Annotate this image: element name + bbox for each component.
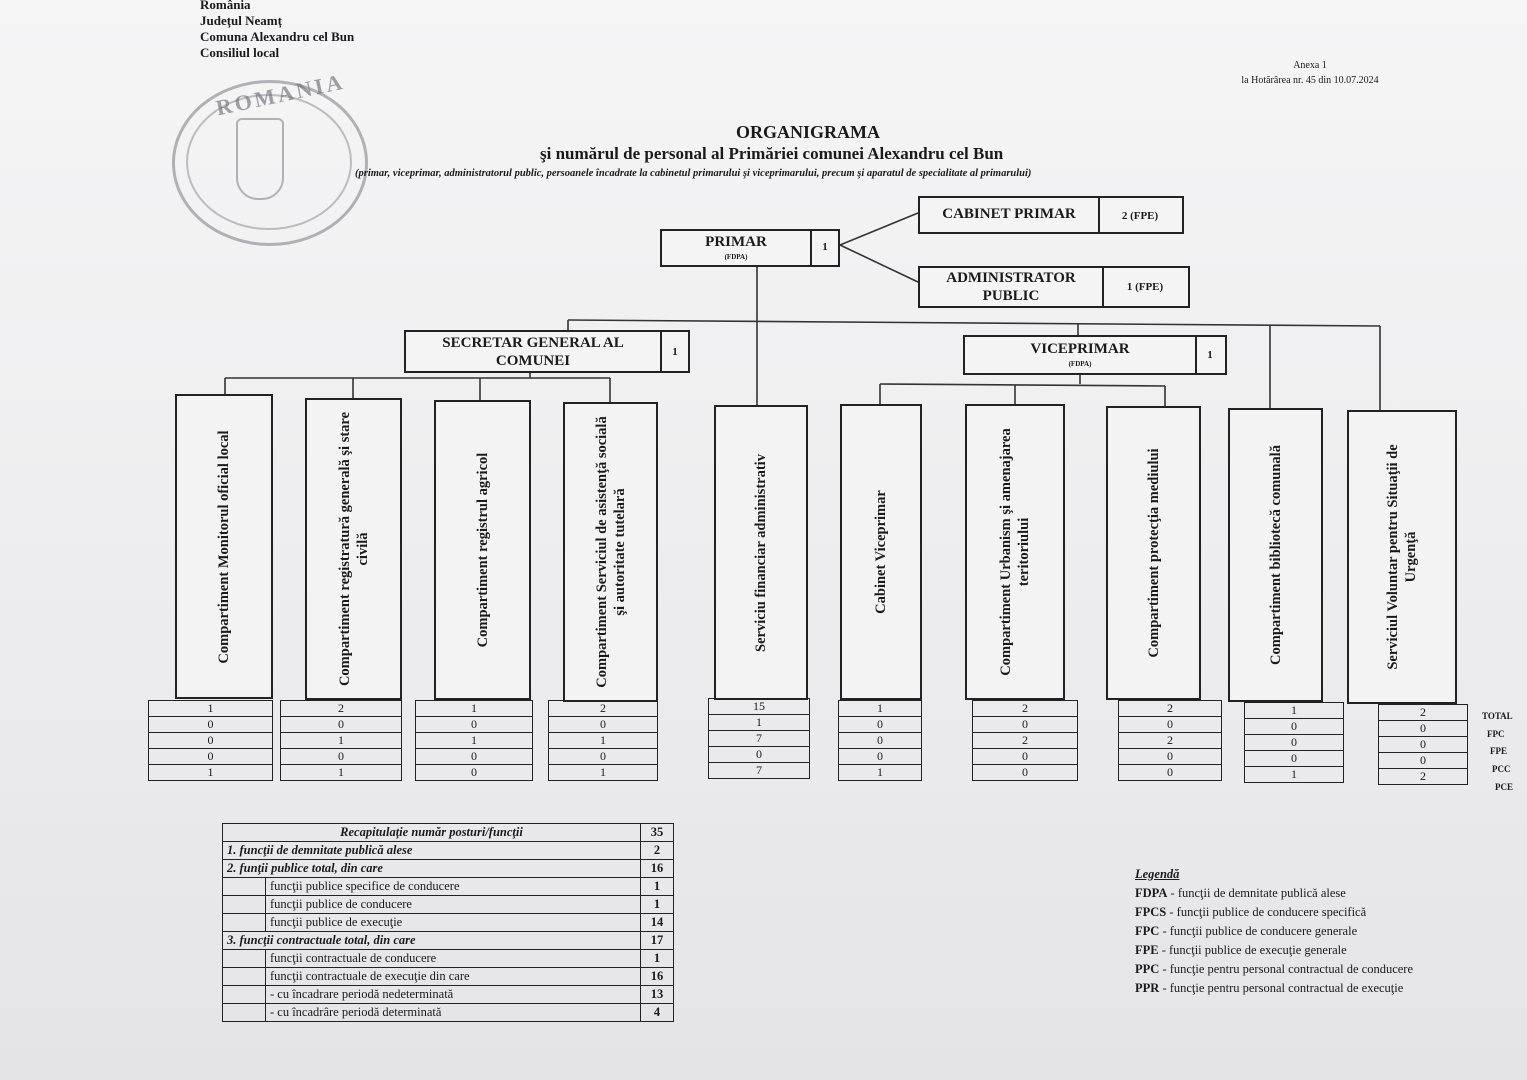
number-row xyxy=(973,749,1078,765)
number-row xyxy=(281,733,402,749)
legend-item xyxy=(1135,960,1413,979)
number-cell: 1 xyxy=(281,733,402,749)
recap-value: 13 xyxy=(641,986,674,1004)
number-row xyxy=(416,717,533,733)
recap-table xyxy=(222,823,674,1022)
administrator-label xyxy=(920,269,1102,305)
recap-label: - cu încadrare periodă nedeterminată xyxy=(266,986,641,1004)
number-row xyxy=(416,701,533,717)
department-box xyxy=(965,404,1065,700)
recap-row xyxy=(223,860,674,878)
number-cell: 0 xyxy=(416,717,533,733)
recap-value: 2 xyxy=(641,842,674,860)
header-council: Consiliul local xyxy=(200,45,280,60)
legend-code: FPC xyxy=(1135,924,1160,938)
recap-label: 2. funţii publice total, din care xyxy=(223,860,641,878)
number-row xyxy=(709,763,810,779)
recap-row xyxy=(223,1004,674,1022)
number-cell: 0 xyxy=(1119,749,1222,765)
recap-value: 14 xyxy=(641,914,674,932)
department-name: Compartiment Monitorul oficial local xyxy=(216,429,232,664)
department-number-table xyxy=(708,698,810,779)
stamp-text: ROMANIA xyxy=(213,68,348,121)
number-cell: 1 xyxy=(549,765,658,781)
number-cell: 2 xyxy=(973,701,1078,717)
department-box xyxy=(305,398,402,700)
number-row xyxy=(1245,719,1344,735)
secretar-count: 1 xyxy=(672,346,678,358)
number-cell: 0 xyxy=(1245,735,1344,751)
number-row xyxy=(709,699,810,715)
number-cell: 2 xyxy=(1379,769,1468,785)
number-row xyxy=(1119,733,1222,749)
recap-indent-cell xyxy=(223,950,266,968)
administrator-box xyxy=(918,266,1190,308)
legend-item xyxy=(1135,941,1413,960)
number-row xyxy=(149,717,273,733)
department-name: Compartiment Serviciul de asistenţă socială şi autoritate tutelară xyxy=(593,416,628,688)
legend-text: - funcţii de demnitate publică alese xyxy=(1167,886,1346,900)
department-name: Compartiment protecţia mediului xyxy=(1145,448,1162,658)
recap-row xyxy=(223,914,674,932)
recap-value: 16 xyxy=(641,968,674,986)
number-cell: 0 xyxy=(1119,717,1222,733)
primar-tag: (FDPA) xyxy=(724,253,748,261)
number-row xyxy=(149,701,273,717)
legend-code: FPCS xyxy=(1135,905,1167,919)
recap-label: funcţii contractuale de execuţie din care xyxy=(266,968,641,986)
number-cell: 1 xyxy=(1245,767,1344,783)
administrator-label-line1: ADMINISTRATOR xyxy=(946,270,1076,286)
number-row xyxy=(281,749,402,765)
legend-text: - funcţie pentru personal contractual de execuţie xyxy=(1159,981,1404,995)
legend-text: - funcţii publice de conducere generale xyxy=(1159,924,1358,938)
department-name: Compartiment Urbanism şi amenajarea teritoriului xyxy=(998,428,1032,676)
department-number-table xyxy=(280,700,402,781)
number-cell: 0 xyxy=(149,749,273,765)
number-cell: 1 xyxy=(416,701,533,717)
number-row xyxy=(549,717,658,733)
cabinet-primar-label: CABINET PRIMAR xyxy=(942,206,1076,222)
viceprimar-count: 1 xyxy=(1207,349,1213,361)
recap-value: 1 xyxy=(641,878,674,896)
department-name: Cabinet Viceprimar xyxy=(873,490,889,614)
number-row xyxy=(709,731,810,747)
number-cell: 0 xyxy=(1379,753,1468,769)
number-cell: 0 xyxy=(839,733,922,749)
department-name: Compartiment bibliotecă comunală xyxy=(1267,445,1284,665)
recap-indent-cell xyxy=(223,914,266,932)
secretar-label-line2: COMUNEI xyxy=(495,353,571,369)
legend-code: PPR xyxy=(1135,981,1160,995)
legend-code: FDPA xyxy=(1135,886,1168,900)
secretar-box xyxy=(404,330,690,373)
department-box xyxy=(1228,408,1323,702)
number-cell: 1 xyxy=(839,701,922,717)
recap-indent-cell xyxy=(223,968,266,986)
number-row xyxy=(416,765,533,781)
number-cell: 0 xyxy=(839,749,922,765)
number-cell: 0 xyxy=(839,717,922,733)
number-row xyxy=(973,733,1078,749)
recap-label: - cu încadrâre periodă determinată xyxy=(266,1004,641,1022)
recap-value: 17 xyxy=(641,932,674,950)
recap-value: 16 xyxy=(641,860,674,878)
recap-row xyxy=(223,950,674,968)
number-cell: 2 xyxy=(973,733,1078,749)
number-row xyxy=(149,733,273,749)
recap-row xyxy=(223,932,674,950)
department-number-table xyxy=(972,700,1078,781)
number-row xyxy=(1245,751,1344,767)
number-cell: 0 xyxy=(416,765,533,781)
administrator-count: 1 (FPE) xyxy=(1126,281,1164,293)
number-cell: 0 xyxy=(1119,765,1222,781)
number-row xyxy=(839,717,922,733)
number-row xyxy=(1379,753,1468,769)
department-box xyxy=(840,404,922,700)
legend-items xyxy=(1135,884,1413,998)
number-row xyxy=(839,701,922,717)
department-number-table xyxy=(1244,702,1344,783)
number-row xyxy=(839,765,922,781)
recap-value: 1 xyxy=(641,896,674,914)
number-cell: 1 xyxy=(281,765,402,781)
number-cell: 0 xyxy=(149,733,273,749)
number-row xyxy=(281,717,402,733)
number-cell: 0 xyxy=(416,749,533,765)
annex-number: Anexa 1 xyxy=(1293,60,1327,71)
number-row xyxy=(1119,765,1222,781)
number-row xyxy=(1119,701,1222,717)
number-cell: 1 xyxy=(149,701,273,717)
number-row xyxy=(281,701,402,717)
number-cell: 1 xyxy=(839,765,922,781)
department-number-table xyxy=(148,700,273,781)
secretar-label-line1: SECRETAR GENERAL AL xyxy=(442,335,624,351)
number-cell: 0 xyxy=(1379,737,1468,753)
number-row xyxy=(416,749,533,765)
number-cell: 0 xyxy=(549,717,658,733)
header-left xyxy=(200,0,354,61)
number-cell: 2 xyxy=(1119,701,1222,717)
number-row xyxy=(709,715,810,731)
recap-row xyxy=(223,986,674,1004)
number-row xyxy=(839,733,922,749)
number-row xyxy=(1119,749,1222,765)
recap-label: 1. funcţii de demnitate publică alese xyxy=(223,842,641,860)
number-cell: 1 xyxy=(416,733,533,749)
recap-indent-cell xyxy=(223,1004,266,1022)
number-cell: 7 xyxy=(709,763,810,779)
number-row xyxy=(1379,737,1468,753)
recap-label: funcţii publice de execuţie xyxy=(266,914,641,932)
coat-of-arms-icon xyxy=(236,118,284,200)
legend-item xyxy=(1135,884,1413,903)
page-subtitle: şi numărul de personal al Primăriei comunei Alexandru cel Bun xyxy=(540,144,1004,163)
department-number-table xyxy=(1378,704,1468,785)
recap-label: funcţii publice specifice de conducere xyxy=(266,878,641,896)
cabinet-primar-box xyxy=(918,196,1184,234)
number-row xyxy=(549,765,658,781)
number-row xyxy=(839,749,922,765)
number-row xyxy=(549,701,658,717)
legend-item xyxy=(1135,903,1413,922)
recap-row xyxy=(223,968,674,986)
number-cell: 1 xyxy=(1245,703,1344,719)
department-name: Compartiment registrul agricol xyxy=(474,452,491,648)
number-row xyxy=(1379,721,1468,737)
number-row xyxy=(1379,705,1468,721)
number-row xyxy=(973,717,1078,733)
number-cell: 0 xyxy=(973,765,1078,781)
viceprimar-box xyxy=(963,335,1227,375)
legend xyxy=(1135,865,1413,998)
department-box xyxy=(434,400,531,700)
recap-label: funcţii contractuale de conducere xyxy=(266,950,641,968)
number-cell: 2 xyxy=(1119,733,1222,749)
department-box xyxy=(563,402,658,702)
annex-note xyxy=(1215,58,1405,88)
number-row xyxy=(549,733,658,749)
department-box xyxy=(714,405,808,700)
legend-item xyxy=(1135,979,1413,998)
number-cell: 0 xyxy=(1379,721,1468,737)
row-label: FPC xyxy=(1487,729,1505,739)
recap-value: 35 xyxy=(641,824,674,842)
number-row xyxy=(281,765,402,781)
recap-indent-cell xyxy=(223,986,266,1004)
row-label: TOTAL xyxy=(1482,711,1513,721)
number-row xyxy=(1245,767,1344,783)
recap-row xyxy=(223,878,674,896)
number-cell: 2 xyxy=(549,701,658,717)
recap-label: Recapitulaţie număr posturi/funcţii xyxy=(223,824,641,842)
number-cell: 2 xyxy=(281,701,402,717)
row-label: PCC xyxy=(1492,764,1511,774)
department-number-table xyxy=(1118,700,1222,781)
number-row xyxy=(1119,717,1222,733)
number-cell: 1 xyxy=(149,765,273,781)
legend-title: Legendă xyxy=(1135,867,1180,881)
number-cell: 1 xyxy=(549,733,658,749)
viceprimar-tag: (FDPA) xyxy=(1068,360,1092,368)
header-county: Județul Neamț xyxy=(200,13,282,28)
number-row xyxy=(973,701,1078,717)
page-title: ORGANIGRAMA xyxy=(736,122,880,142)
row-label: PCE xyxy=(1495,782,1513,792)
secretar-label xyxy=(406,334,660,370)
legend-item xyxy=(1135,922,1413,941)
number-cell: 2 xyxy=(1379,705,1468,721)
department-box xyxy=(1106,406,1201,700)
recap-row xyxy=(223,896,674,914)
number-row xyxy=(1245,735,1344,751)
recap-label: funcţii publice de conducere xyxy=(266,896,641,914)
cabinet-primar-count: 2 (FPE) xyxy=(1121,210,1159,222)
number-cell: 0 xyxy=(281,717,402,733)
recap-indent-cell xyxy=(223,896,266,914)
number-cell: 0 xyxy=(1245,719,1344,735)
number-cell: 15 xyxy=(709,699,810,715)
header-country: România xyxy=(200,0,251,12)
number-cell: 1 xyxy=(709,715,810,731)
department-box xyxy=(1347,410,1457,704)
annex-decision: la Hotărârea nr. 45 din 10.07.2024 xyxy=(1241,75,1379,86)
recap-indent-cell xyxy=(223,878,266,896)
recap-row xyxy=(223,842,674,860)
administrator-label-line2: PUBLIC xyxy=(982,288,1040,304)
number-row xyxy=(709,747,810,763)
primar-label: PRIMAR xyxy=(705,234,767,250)
department-box xyxy=(175,394,273,699)
legend-text: - funcţii publice de execuţie generale xyxy=(1158,943,1347,957)
number-row xyxy=(1379,769,1468,785)
number-row xyxy=(973,765,1078,781)
number-row xyxy=(1245,703,1344,719)
legend-code: PPC xyxy=(1135,962,1160,976)
number-row xyxy=(149,749,273,765)
department-name: Serviciu financiar administrativ xyxy=(753,453,769,652)
number-cell: 0 xyxy=(709,747,810,763)
primar-box xyxy=(660,229,840,267)
legend-text: - funcţii publice de conducere specifică xyxy=(1166,905,1367,919)
number-cell: 7 xyxy=(709,731,810,747)
recap-row xyxy=(223,824,674,842)
number-cell: 0 xyxy=(549,749,658,765)
department-number-table xyxy=(838,700,922,781)
number-row xyxy=(416,733,533,749)
number-cell: 0 xyxy=(1245,751,1344,767)
department-number-table xyxy=(548,700,658,781)
number-row xyxy=(149,765,273,781)
subtitle-note: (primar, viceprimar, administratorul public, persoanele încadrate la cabinetul primarului şi viceprimarului, precum şi aparatul de specialitate al primarului) xyxy=(355,168,1032,179)
row-label: FPE xyxy=(1490,746,1507,756)
recap-value: 4 xyxy=(641,1004,674,1022)
recap-label: 3. funcţii contractuale total, din care xyxy=(223,932,641,950)
primar-count: 1 xyxy=(822,241,828,253)
legend-code: FPE xyxy=(1135,943,1159,957)
number-row xyxy=(549,749,658,765)
number-cell: 0 xyxy=(973,749,1078,765)
number-cell: 0 xyxy=(973,717,1078,733)
viceprimar-label: VICEPRIMAR xyxy=(1030,341,1130,357)
legend-text: - funcţie pentru personal contractual de conducere xyxy=(1159,962,1414,976)
department-name: Compartiment registratură generală şi stare civilă xyxy=(336,411,371,687)
number-cell: 0 xyxy=(149,717,273,733)
department-name: Serviciul Voluntar pentru Situaţii de Urgenţă xyxy=(1385,444,1419,670)
recap-value: 1 xyxy=(641,950,674,968)
number-cell: 0 xyxy=(281,749,402,765)
department-number-table xyxy=(415,700,533,781)
header-commune: Comuna Alexandru cel Bun xyxy=(200,29,355,44)
